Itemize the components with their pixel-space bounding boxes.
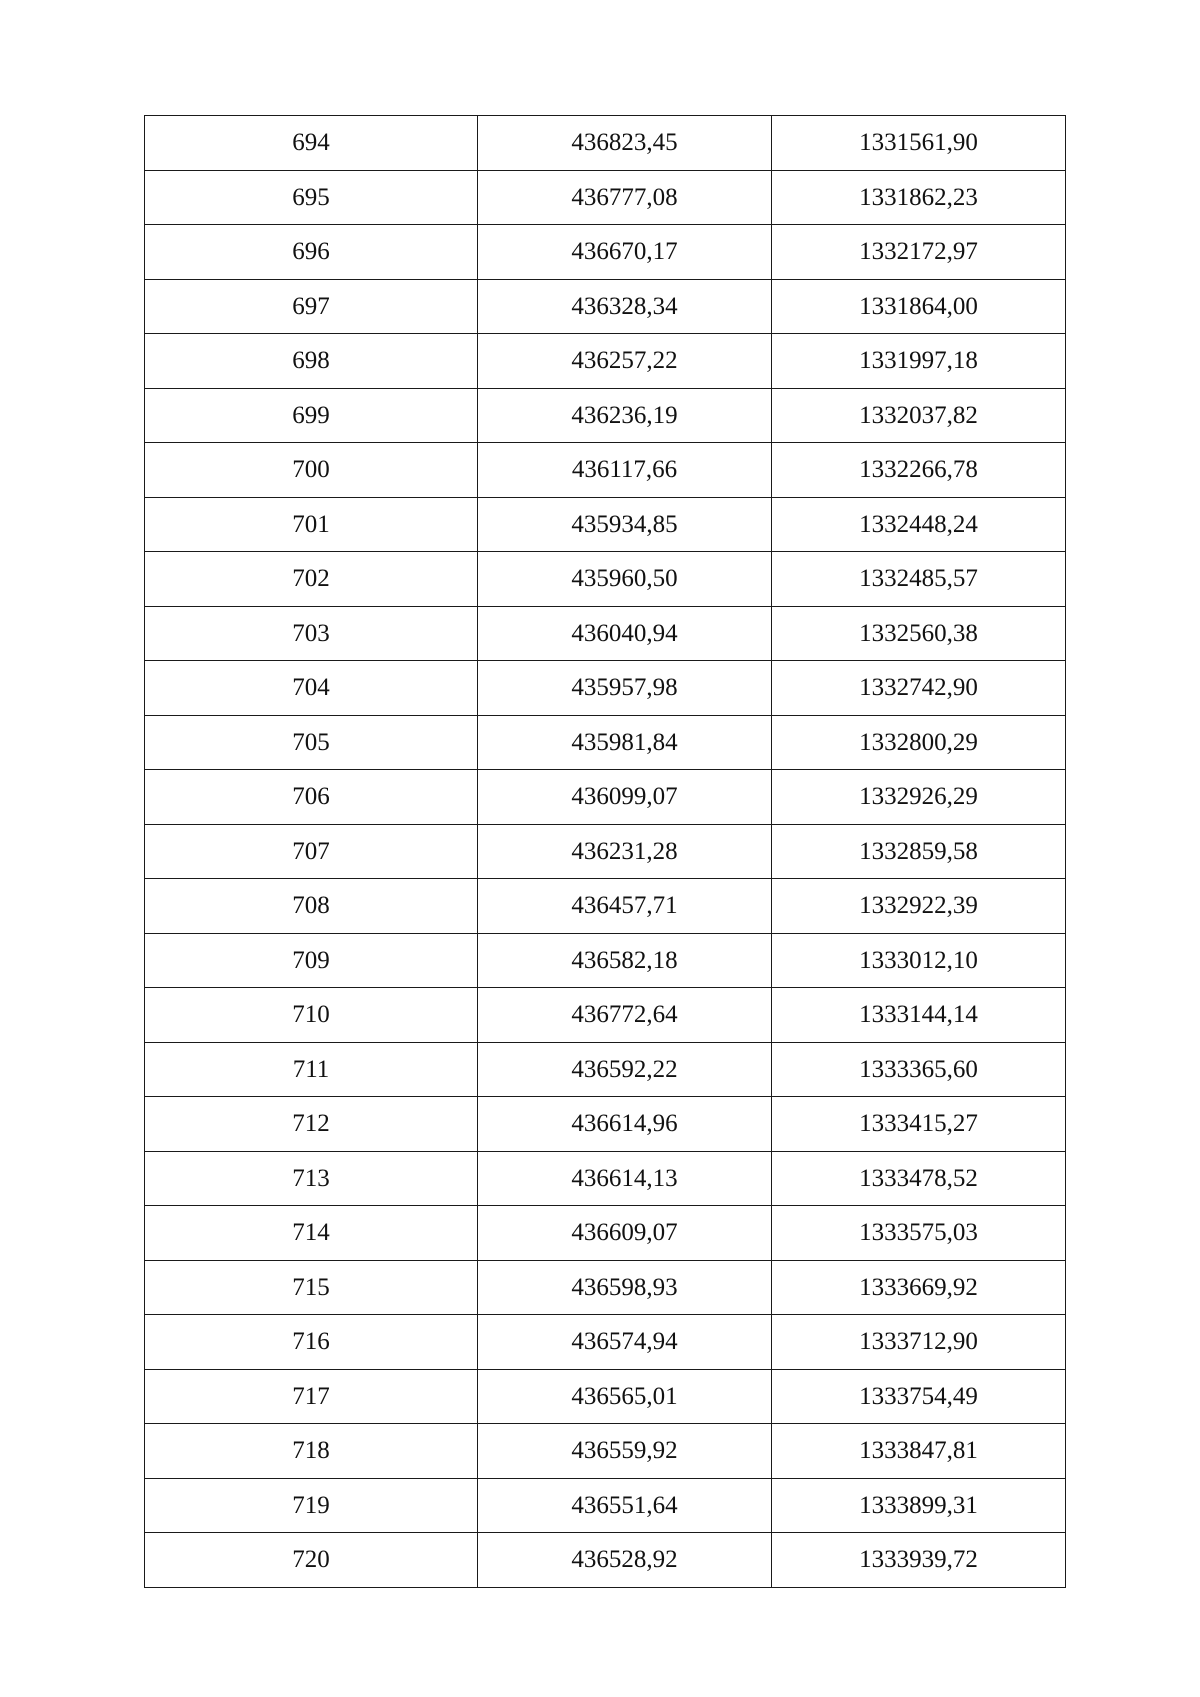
x-coordinate-cell: 436231,28 — [478, 824, 772, 879]
x-coordinate-cell: 436592,22 — [478, 1042, 772, 1097]
point-number-cell: 695 — [145, 170, 478, 225]
point-number-cell: 712 — [145, 1097, 478, 1152]
coordinates-table-body — [145, 116, 1066, 1588]
y-coordinate-cell: 1332172,97 — [772, 225, 1066, 280]
table-row — [145, 879, 1066, 934]
y-coordinate-cell: 1331864,00 — [772, 279, 1066, 334]
y-coordinate-cell: 1333478,52 — [772, 1151, 1066, 1206]
x-coordinate-cell: 435960,50 — [478, 552, 772, 607]
point-number-cell: 708 — [145, 879, 478, 934]
point-number-cell: 706 — [145, 770, 478, 825]
point-number-cell: 718 — [145, 1424, 478, 1479]
x-coordinate-cell: 436574,94 — [478, 1315, 772, 1370]
point-number-cell: 702 — [145, 552, 478, 607]
point-number-cell: 698 — [145, 334, 478, 389]
table-row — [145, 388, 1066, 443]
table-row — [145, 988, 1066, 1043]
table-row — [145, 606, 1066, 661]
table-row — [145, 770, 1066, 825]
y-coordinate-cell: 1333899,31 — [772, 1478, 1066, 1533]
x-coordinate-cell: 436614,96 — [478, 1097, 772, 1152]
point-number-cell: 703 — [145, 606, 478, 661]
y-coordinate-cell: 1332037,82 — [772, 388, 1066, 443]
x-coordinate-cell: 436040,94 — [478, 606, 772, 661]
point-number-cell: 710 — [145, 988, 478, 1043]
table-row — [145, 1369, 1066, 1424]
x-coordinate-cell: 436528,92 — [478, 1533, 772, 1588]
point-number-cell: 699 — [145, 388, 478, 443]
y-coordinate-cell: 1331561,90 — [772, 116, 1066, 171]
table-row — [145, 1206, 1066, 1261]
table-row — [145, 715, 1066, 770]
point-number-cell: 716 — [145, 1315, 478, 1370]
y-coordinate-cell: 1332922,39 — [772, 879, 1066, 934]
point-number-cell: 711 — [145, 1042, 478, 1097]
table-row — [145, 1424, 1066, 1479]
point-number-cell: 697 — [145, 279, 478, 334]
y-coordinate-cell: 1332742,90 — [772, 661, 1066, 716]
x-coordinate-cell: 436582,18 — [478, 933, 772, 988]
table-row — [145, 225, 1066, 280]
y-coordinate-cell: 1332266,78 — [772, 443, 1066, 498]
table-row — [145, 661, 1066, 716]
point-number-cell: 704 — [145, 661, 478, 716]
x-coordinate-cell: 436257,22 — [478, 334, 772, 389]
y-coordinate-cell: 1333847,81 — [772, 1424, 1066, 1479]
point-number-cell: 700 — [145, 443, 478, 498]
point-number-cell: 707 — [145, 824, 478, 879]
x-coordinate-cell: 436609,07 — [478, 1206, 772, 1261]
table-row — [145, 824, 1066, 879]
y-coordinate-cell: 1333939,72 — [772, 1533, 1066, 1588]
y-coordinate-cell: 1333712,90 — [772, 1315, 1066, 1370]
table-row — [145, 933, 1066, 988]
x-coordinate-cell: 435957,98 — [478, 661, 772, 716]
x-coordinate-cell: 436328,34 — [478, 279, 772, 334]
table-row — [145, 443, 1066, 498]
y-coordinate-cell: 1333144,14 — [772, 988, 1066, 1043]
table-row — [145, 497, 1066, 552]
y-coordinate-cell: 1333754,49 — [772, 1369, 1066, 1424]
point-number-cell: 719 — [145, 1478, 478, 1533]
table-row — [145, 1042, 1066, 1097]
table-row — [145, 116, 1066, 171]
point-number-cell: 694 — [145, 116, 478, 171]
x-coordinate-cell: 436565,01 — [478, 1369, 772, 1424]
table-row — [145, 1151, 1066, 1206]
y-coordinate-cell: 1332485,57 — [772, 552, 1066, 607]
x-coordinate-cell: 436457,71 — [478, 879, 772, 934]
x-coordinate-cell: 436772,64 — [478, 988, 772, 1043]
table-row — [145, 334, 1066, 389]
table-row — [145, 170, 1066, 225]
table-row — [145, 1478, 1066, 1533]
x-coordinate-cell: 436236,19 — [478, 388, 772, 443]
point-number-cell: 717 — [145, 1369, 478, 1424]
table-row — [145, 1533, 1066, 1588]
y-coordinate-cell: 1332560,38 — [772, 606, 1066, 661]
x-coordinate-cell: 436777,08 — [478, 170, 772, 225]
table-row — [145, 552, 1066, 607]
y-coordinate-cell: 1332859,58 — [772, 824, 1066, 879]
point-number-cell: 709 — [145, 933, 478, 988]
point-number-cell: 701 — [145, 497, 478, 552]
x-coordinate-cell: 436117,66 — [478, 443, 772, 498]
y-coordinate-cell: 1331862,23 — [772, 170, 1066, 225]
x-coordinate-cell: 436823,45 — [478, 116, 772, 171]
x-coordinate-cell: 436551,64 — [478, 1478, 772, 1533]
x-coordinate-cell: 436559,92 — [478, 1424, 772, 1479]
x-coordinate-cell: 436598,93 — [478, 1260, 772, 1315]
point-number-cell: 696 — [145, 225, 478, 280]
table-row — [145, 1260, 1066, 1315]
y-coordinate-cell: 1333669,92 — [772, 1260, 1066, 1315]
y-coordinate-cell: 1332926,29 — [772, 770, 1066, 825]
table-row — [145, 1315, 1066, 1370]
point-number-cell: 714 — [145, 1206, 478, 1261]
y-coordinate-cell: 1333365,60 — [772, 1042, 1066, 1097]
x-coordinate-cell: 435981,84 — [478, 715, 772, 770]
y-coordinate-cell: 1333012,10 — [772, 933, 1066, 988]
x-coordinate-cell: 435934,85 — [478, 497, 772, 552]
y-coordinate-cell: 1332800,29 — [772, 715, 1066, 770]
point-number-cell: 705 — [145, 715, 478, 770]
table-row — [145, 1097, 1066, 1152]
y-coordinate-cell: 1333415,27 — [772, 1097, 1066, 1152]
y-coordinate-cell: 1333575,03 — [772, 1206, 1066, 1261]
x-coordinate-cell: 436099,07 — [478, 770, 772, 825]
x-coordinate-cell: 436670,17 — [478, 225, 772, 280]
point-number-cell: 720 — [145, 1533, 478, 1588]
point-number-cell: 715 — [145, 1260, 478, 1315]
point-number-cell: 713 — [145, 1151, 478, 1206]
y-coordinate-cell: 1331997,18 — [772, 334, 1066, 389]
table-row — [145, 279, 1066, 334]
coordinates-table — [144, 115, 1066, 1588]
y-coordinate-cell: 1332448,24 — [772, 497, 1066, 552]
x-coordinate-cell: 436614,13 — [478, 1151, 772, 1206]
